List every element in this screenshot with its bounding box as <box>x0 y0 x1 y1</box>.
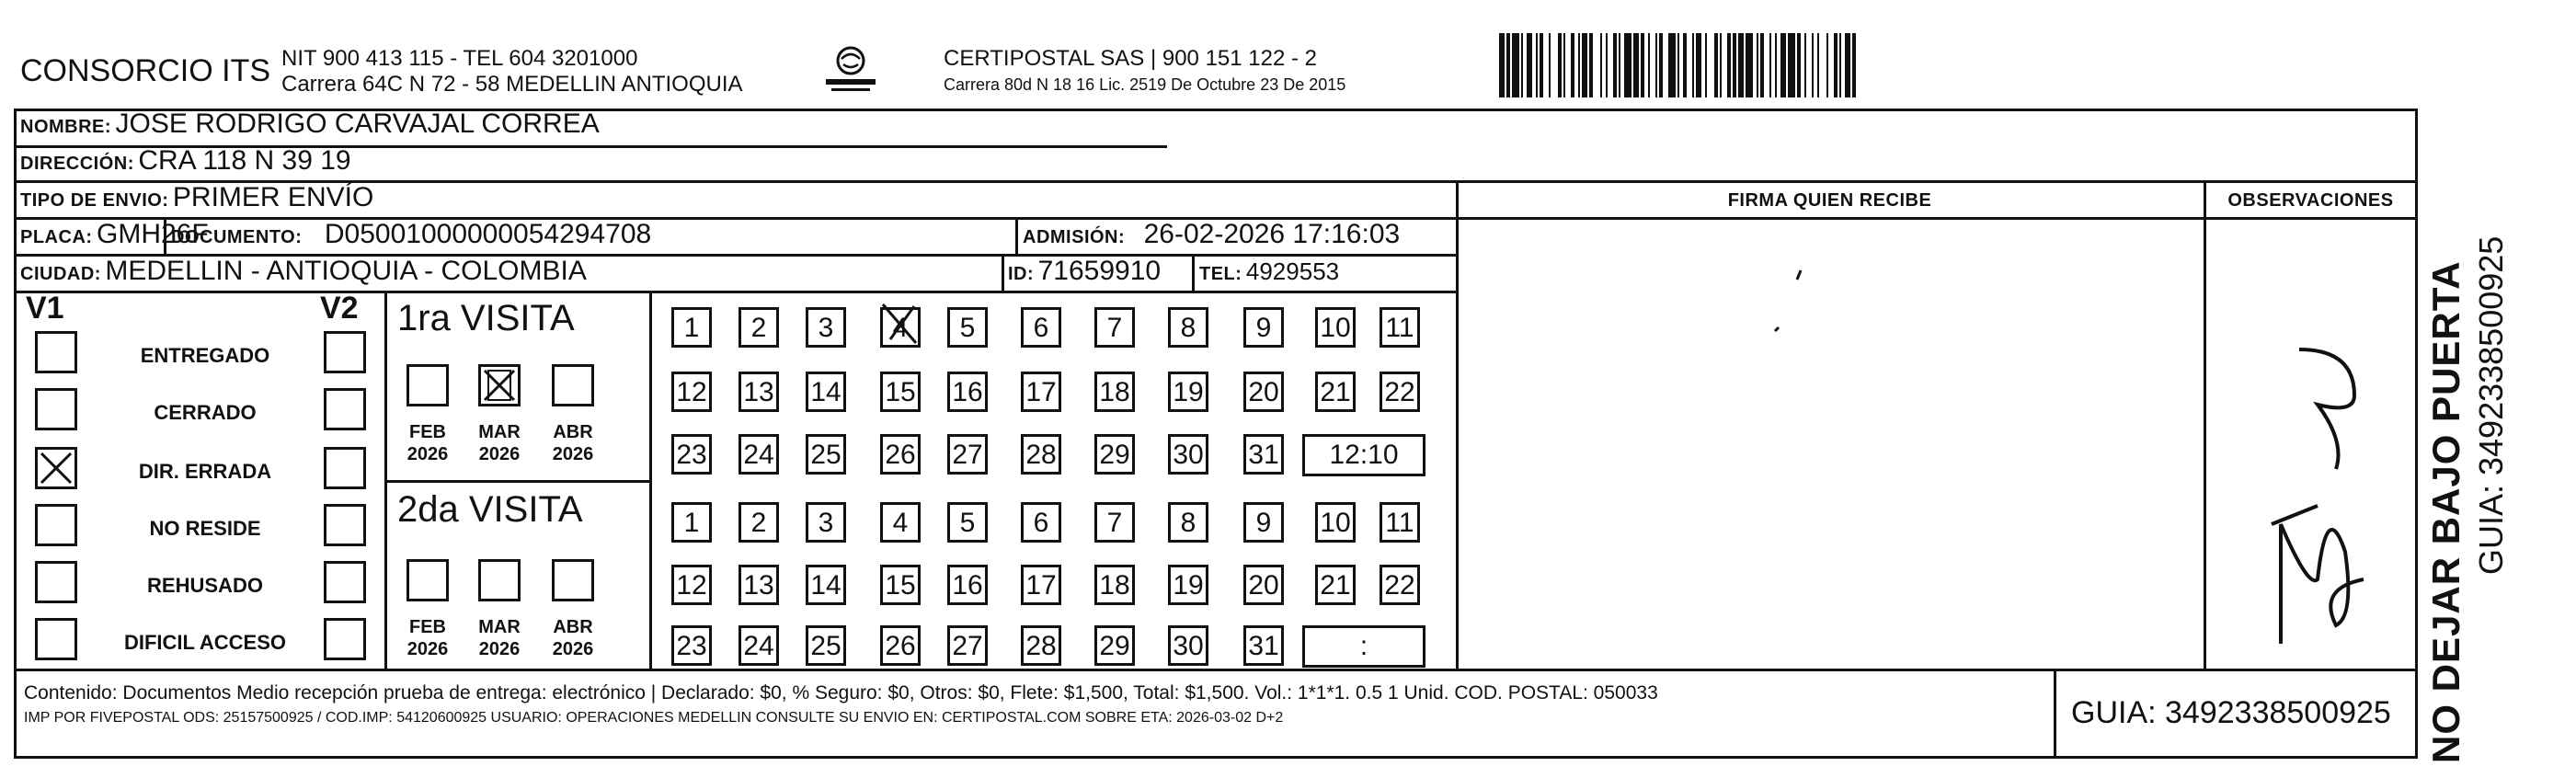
side-tracking-number: GUIA: 3492338500925 <box>2472 235 2510 575</box>
day-box-15[interactable]: 15 <box>880 565 921 605</box>
v1-header: V1 <box>26 291 64 326</box>
day-box-21[interactable]: 21 <box>1315 372 1356 412</box>
day-box-14[interactable]: 14 <box>806 372 846 412</box>
day-box-21[interactable]: 21 <box>1315 565 1356 605</box>
observations-column-header: OBSERVACIONES <box>2227 190 2394 211</box>
day-box-29[interactable]: 29 <box>1094 434 1135 475</box>
day-box-18[interactable]: 18 <box>1094 372 1135 412</box>
document-value: D05001000000054294708 <box>324 219 652 249</box>
company-name: CONSORCIO ITS <box>20 53 271 88</box>
city-value: MEDELLIN - ANTIOQUIA - COLOMBIA <box>105 256 587 286</box>
day-box-13[interactable]: 13 <box>738 565 779 605</box>
day-box-31[interactable]: 31 <box>1243 434 1284 475</box>
status-label: DIR. ERRADA <box>138 460 272 483</box>
shipment-type-row <box>20 182 373 213</box>
second-visit-time-box[interactable]: : <box>1302 625 1425 668</box>
courier-address: Carrera 80d N 18 16 Lic. 2519 De Octubre 23 De 2015 <box>944 75 1346 94</box>
signature-column-header: FIRMA QUIEN RECIBE <box>1727 190 1932 211</box>
day-box-23[interactable]: 23 <box>671 434 712 475</box>
day-box-25[interactable]: 25 <box>806 434 846 475</box>
id-label: ID: <box>1008 264 1035 284</box>
day-box-10[interactable]: 10 <box>1315 502 1356 543</box>
month-checkbox-abr[interactable] <box>552 559 594 601</box>
day-box-19[interactable]: 19 <box>1168 372 1208 412</box>
month-label: MAR 2026 <box>478 422 521 464</box>
courier-name: CERTIPOSTAL SAS | 900 151 122 - 2 <box>944 46 1317 71</box>
day-box-5[interactable]: 5 <box>947 502 988 543</box>
status-label: CERRADO <box>154 401 257 424</box>
address-label: DIRECCIÓN: <box>20 154 134 174</box>
v1-checkbox-6[interactable] <box>35 618 77 660</box>
day-box-6[interactable]: 6 <box>1021 502 1061 543</box>
day-box-28[interactable]: 28 <box>1021 625 1061 666</box>
day-box-19[interactable]: 19 <box>1168 565 1208 605</box>
day-box-7[interactable]: 7 <box>1094 307 1135 348</box>
day-box-28[interactable]: 28 <box>1021 434 1061 475</box>
day-box-4[interactable]: 4 <box>880 307 921 348</box>
day-box-4[interactable]: 4 <box>880 502 921 543</box>
month-label: FEB 2026 <box>406 422 449 464</box>
day-box-8[interactable]: 8 <box>1168 307 1208 348</box>
document-label: DOCUMENTO: <box>171 227 303 247</box>
day-box-11[interactable]: 11 <box>1380 307 1420 348</box>
second-visit-title: 2da VISITA <box>397 489 583 530</box>
v2-checkbox-3[interactable] <box>324 447 366 489</box>
v1-checkbox-3[interactable] <box>35 447 77 489</box>
first-visit-title: 1ra VISITA <box>397 298 575 338</box>
day-box-3[interactable]: 3 <box>806 307 846 348</box>
address-value: CRA 118 N 39 19 <box>138 145 351 176</box>
day-box-23[interactable]: 23 <box>671 625 712 666</box>
day-box-30[interactable]: 30 <box>1168 625 1208 666</box>
v2-checkbox-6[interactable] <box>324 618 366 660</box>
day-box-17[interactable]: 17 <box>1021 565 1061 605</box>
day-box-24[interactable]: 24 <box>738 625 779 666</box>
name-value: JOSE RODRIGO CARVAJAL CORREA <box>115 109 600 139</box>
day-box-24[interactable]: 24 <box>738 434 779 475</box>
observation-signature <box>2216 313 2400 662</box>
day-box-18[interactable]: 18 <box>1094 565 1135 605</box>
day-box-1[interactable]: 1 <box>671 307 712 348</box>
month-label: MAR 2026 <box>478 617 521 659</box>
day-box-6[interactable]: 6 <box>1021 307 1061 348</box>
month-label: ABR 2026 <box>552 617 594 659</box>
shipment-type-value: PRIMER ENVÍO <box>172 182 374 212</box>
status-label: DIFICIL ACCESO <box>123 631 286 654</box>
month-checkbox-feb[interactable] <box>406 364 449 406</box>
admission-label: ADMISIÓN: <box>1023 227 1126 247</box>
month-checkbox-feb[interactable] <box>406 559 449 601</box>
day-box-11[interactable]: 11 <box>1380 502 1420 543</box>
status-label: NO RESIDE <box>149 517 261 540</box>
v2-header: V2 <box>320 291 359 326</box>
day-box-20[interactable]: 20 <box>1243 372 1284 412</box>
document-cell <box>171 219 651 250</box>
status-label: ENTREGADO <box>140 344 270 367</box>
company-address: Carrera 64C N 72 - 58 MEDELLIN ANTIOQUIA <box>281 72 743 97</box>
day-box-7[interactable]: 7 <box>1094 502 1135 543</box>
no-leave-under-door-warning: NO DEJAR BAJO PUERTA <box>2424 260 2467 763</box>
day-box-31[interactable]: 31 <box>1243 625 1284 666</box>
id-cell <box>1008 256 1161 287</box>
day-box-10[interactable]: 10 <box>1315 307 1356 348</box>
day-box-17[interactable]: 17 <box>1021 372 1061 412</box>
day-box-12[interactable]: 12 <box>671 565 712 605</box>
v1-checkbox-4[interactable] <box>35 504 77 546</box>
barcode <box>1499 33 2198 97</box>
day-box-16[interactable]: 16 <box>947 565 988 605</box>
day-box-20[interactable]: 20 <box>1243 565 1284 605</box>
tel-label: TEL: <box>1199 264 1242 284</box>
day-box-9[interactable]: 9 <box>1243 502 1284 543</box>
month-label: FEB 2026 <box>406 617 449 659</box>
footer-tracking-number: GUIA: 3492338500925 <box>2071 695 2391 730</box>
day-box-9[interactable]: 9 <box>1243 307 1284 348</box>
day-box-26[interactable]: 26 <box>880 434 921 475</box>
month-checkbox-mar[interactable] <box>478 559 521 601</box>
day-box-16[interactable]: 16 <box>947 372 988 412</box>
day-box-22[interactable]: 22 <box>1380 565 1420 605</box>
tel-value: 4929553 <box>1245 257 1340 285</box>
status-label: REHUSADO <box>147 574 263 597</box>
first-visit-time-box[interactable]: 12:10 <box>1302 434 1425 476</box>
day-box-27[interactable]: 27 <box>947 434 988 475</box>
address-row <box>20 145 351 177</box>
day-box-2[interactable]: 2 <box>738 307 779 348</box>
day-box-8[interactable]: 8 <box>1168 502 1208 543</box>
day-box-30[interactable]: 30 <box>1168 434 1208 475</box>
company-nit: NIT 900 413 115 - TEL 604 3201000 <box>281 46 638 71</box>
day-box-27[interactable]: 27 <box>947 625 988 666</box>
month-checkbox-mar[interactable] <box>478 364 521 406</box>
certipostal-logo <box>819 40 883 99</box>
day-box-3[interactable]: 3 <box>806 502 846 543</box>
day-box-14[interactable]: 14 <box>806 565 846 605</box>
day-box-26[interactable]: 26 <box>880 625 921 666</box>
month-checkbox-abr[interactable] <box>552 364 594 406</box>
v2-checkbox-4[interactable] <box>324 504 366 546</box>
month-label: ABR 2026 <box>552 422 594 464</box>
day-box-25[interactable]: 25 <box>806 625 846 666</box>
city-cell <box>20 256 587 287</box>
admission-cell <box>1023 219 1400 250</box>
v1-checkbox-1[interactable] <box>35 331 77 373</box>
plate-value: GMH26F <box>97 219 209 249</box>
day-box-1[interactable]: 1 <box>671 502 712 543</box>
day-box-29[interactable]: 29 <box>1094 625 1135 666</box>
city-label: CIUDAD: <box>20 264 101 284</box>
v2-checkbox-2[interactable] <box>324 388 366 430</box>
tel-cell <box>1199 257 1339 286</box>
day-box-13[interactable]: 13 <box>738 372 779 412</box>
footer-print-line: IMP POR FIVEPOSTAL ODS: 25157500925 / COD.IMP: 54120600925 USUARIO: OPERACIONES MEDELLIN CONSULTE SU ENVIO EN: CERTIPOSTAL.COM SOBRE ETA: 2026-03-02 D+2 <box>24 710 1284 726</box>
day-box-22[interactable]: 22 <box>1380 372 1420 412</box>
v1-checkbox-2[interactable] <box>35 388 77 430</box>
v2-checkbox-5[interactable] <box>324 561 366 603</box>
name-row <box>20 109 600 140</box>
admission-value: 26-02-2026 17:16:03 <box>1143 219 1401 249</box>
day-box-5[interactable]: 5 <box>947 307 988 348</box>
id-value: 71659910 <box>1037 256 1162 286</box>
day-box-12[interactable]: 12 <box>671 372 712 412</box>
v1-checkbox-5[interactable] <box>35 561 77 603</box>
name-label: NOMBRE: <box>20 117 112 137</box>
plate-label: PLACA: <box>20 227 93 247</box>
v2-checkbox-1[interactable] <box>324 331 366 373</box>
shipment-type-label: TIPO DE ENVIO: <box>20 190 169 211</box>
day-box-2[interactable]: 2 <box>738 502 779 543</box>
signature-marks <box>1747 267 1821 349</box>
day-box-15[interactable]: 15 <box>880 372 921 412</box>
footer-content-line: Contenido: Documentos Medio recepción prueba de entrega: electrónico | Declarado: $0, % Seguro: $0, Otros: $0, Flete: $1,500, Total: $1,500. Vol.: 1*1*1. 0.5 1 Unid. COD. POSTAL: 050033 <box>24 682 1658 704</box>
